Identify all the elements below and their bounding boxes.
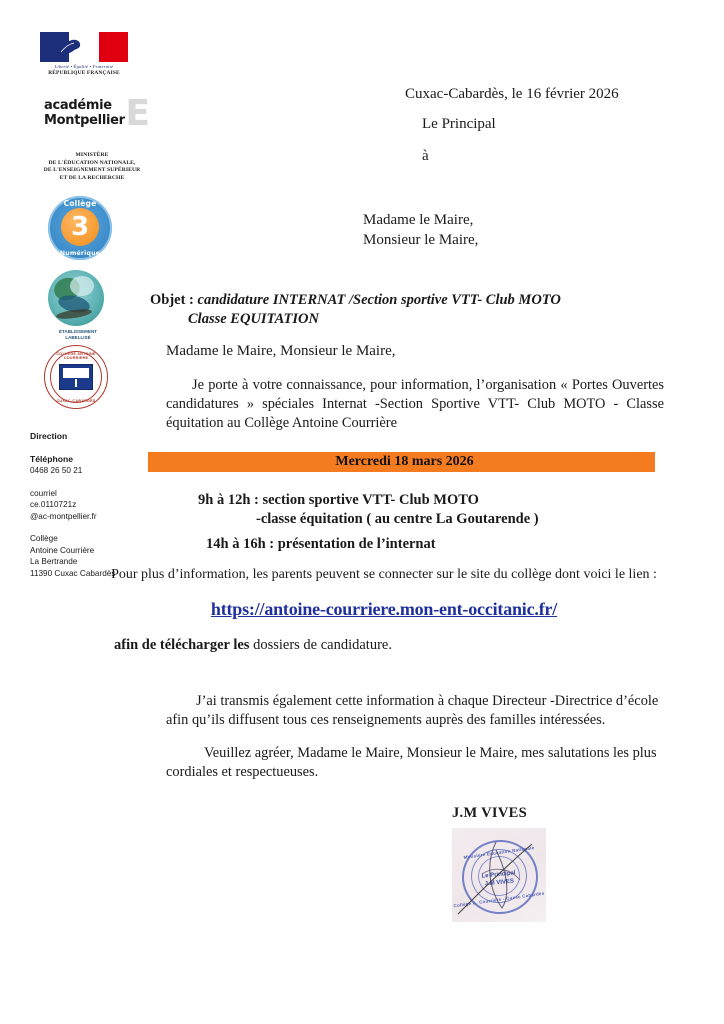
paragraph-more-info: Pour plus d’information, les parents peuvent se connecter sur le site du collège dont voici le lien :: [111, 567, 657, 582]
contact-direction-label: Direction: [30, 431, 68, 442]
recipient-line-1: Madame le Maire,: [363, 212, 474, 228]
stamp-arc-top-text: Ministère Éducation Nationale: [463, 845, 535, 860]
badge-level-number: 3: [61, 208, 99, 246]
schedule-morning: [198, 491, 539, 529]
signature-name: J.M VIVES: [452, 805, 527, 821]
objet-line-1: candidature INTERNAT /Section sportive VTT- Club MOTO: [197, 292, 561, 308]
salutation: Madame le Maire, Monsieur le Maire,: [166, 343, 396, 359]
addressed-to-marker: à: [422, 148, 429, 164]
etablissement-labellise-text: ÉTABLISSEMENT LABELLISÉ: [58, 329, 98, 341]
republique-francaise-label: RÉPUBLIQUE FRANÇAISE: [48, 70, 120, 76]
paragraph-introduction: Je porte à votre connaissance, pour information, l’organisation « Portes Ouvertes candidatures » spéciales Internat -Section Sportive VTT- Club MOTO - Classe équitation au Collège Antoine Courrière: [166, 377, 664, 431]
contact-address-line3: La Bertrande: [30, 557, 78, 567]
paragraph-directors: J’ai transmis également cette information à chaque Directeur -Directrice d’école afin qu’ils diffusent tous ces renseignements auprès des familles intéressées.: [166, 693, 659, 728]
recipient-block: [363, 210, 478, 250]
academie-watermark-e-icon: E: [125, 93, 150, 134]
recipient-line-2: Monsieur le Maire,: [363, 232, 479, 248]
download-bold-text: afin de télécharger les: [114, 637, 250, 653]
stamp-center-line-2: J.M VIVES: [484, 878, 515, 888]
french-flag-icon: [40, 32, 128, 62]
devise-republique: Liberté • Égalité • Fraternité: [54, 64, 114, 69]
contact-courriel-line1: ce.0110721z: [30, 500, 77, 510]
contact-telephone-label: Téléphone: [30, 453, 73, 464]
badge-top-label: Collège: [63, 199, 97, 209]
stamp-center-line-1: Le Principal: [481, 870, 516, 880]
highlighted-date-banner: [148, 452, 655, 472]
eco-shape-d: [56, 308, 93, 321]
badge-bottom-label: Numérique: [59, 250, 101, 258]
eco-label-logo-icon: [48, 270, 104, 326]
flag-red-band: [99, 32, 128, 62]
paragraph-download: [114, 637, 392, 654]
seal-arc-top-text: COLLÈGE ANTOINE COURRIÈRE: [56, 352, 96, 361]
contact-info-block: [30, 431, 156, 579]
college-seal-logo-icon: [44, 345, 108, 409]
contact-address-line2: Antoine Courrière: [30, 545, 95, 555]
letterhead-column: [26, 32, 156, 579]
eco-shape-b: [70, 276, 94, 296]
letter-body: [111, 0, 724, 1024]
contact-courriel-line2: @ac-montpellier.fr: [30, 511, 97, 521]
stamp-arc-bottom-text: Collège A. Courrière - Cuxac Cabardès: [453, 890, 545, 909]
academie-montpellier-logo: [44, 93, 152, 142]
banner-date-text: Mercredi 18 mars 2026: [335, 454, 474, 469]
schedule-morning-line-2: -classe équitation ( au centre La Goutarende ): [256, 511, 539, 527]
schedule-morning-line-1: 9h à 12h : section sportive VTT- Club MOTO: [198, 492, 479, 508]
objet-label: Objet :: [150, 292, 194, 308]
objet-line-2: Classe EQUITATION: [188, 311, 319, 327]
download-rest-text: dossiers de candidature.: [249, 637, 392, 653]
contact-address-line4: 11390 Cuxac Cabardès: [30, 568, 116, 578]
paragraph-closing: Veuillez agréer, Madame le Maire, Monsieur le Maire, mes salutations les plus cordiales et respectueuses.: [166, 745, 657, 780]
marianne-profile-icon: [56, 36, 86, 58]
objet-block: [150, 291, 561, 329]
seal-arc-bottom-text: CUXAC-CABARDÈS: [56, 399, 96, 404]
ministere-text: MINISTÈRE DE L'ÉDUCATION NATIONALE, DE L'ENSEIGNEMENT SUPÉRIEUR ET DE LA RECHERCHE: [43, 152, 141, 181]
sender-title: Le Principal: [422, 116, 496, 132]
academie-line1: académie: [44, 98, 112, 113]
college-website-link[interactable]: https://antoine-courriere.mon-ent-occitanic.fr/: [210, 599, 558, 619]
contact-courriel-label: courriel: [30, 488, 57, 498]
college-numerique-badge-icon: [48, 196, 112, 260]
republique-francaise-logo: [40, 32, 136, 76]
academie-line2: Montpellier: [44, 113, 125, 128]
schedule-afternoon: 14h à 16h : présentation de l’internat: [206, 536, 436, 552]
contact-telephone-value: 0468 26 50 21: [30, 466, 83, 476]
official-stamp-icon: [452, 828, 546, 922]
seal-book-page: [62, 367, 90, 379]
contact-address-line1: Collège: [30, 534, 58, 544]
date-line: Cuxac-Cabardès, le 16 février 2026: [405, 86, 619, 102]
